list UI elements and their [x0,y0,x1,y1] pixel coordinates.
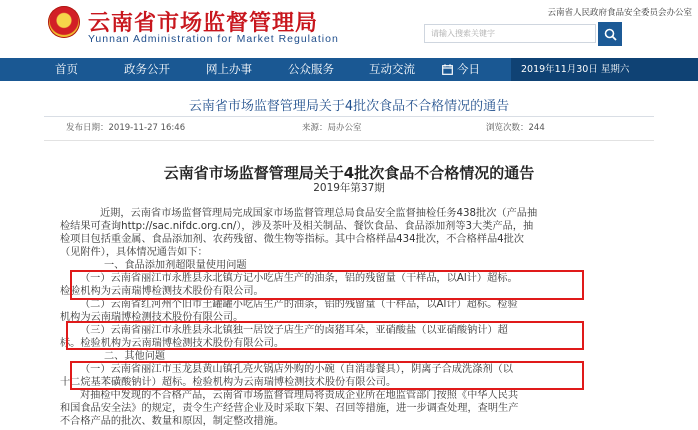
body-line: （一）云南省丽江市永胜县永北镇方记小吃店生产的油条，铝的残留量（干样品，以Al计）超标。 [80,273,518,284]
body-line: 对抽检中发现的不合格产品，云南省市场监督管理局将责成企业所在地监管部门按照《中华人民共 [80,390,519,401]
site-title-en: Yunnan Administration for Market Regulation [88,33,339,45]
today-text: 今日 [457,62,480,76]
nav-item-online-services[interactable]: 网上办事 [206,62,252,76]
body-line: 标。检验机构为云南瑞博检测技术股份有限公司。 [60,338,285,349]
section-heading: 二、其他问题 [104,351,166,362]
food-safety-office-link[interactable]: 云南省人民政府食品安全委员会办公室 [547,8,692,18]
body-line: 检验机构为云南瑞博检测技术股份有限公司。 [60,286,264,297]
publish-date: 发布日期：2019-11-27 16:46 [66,123,186,133]
national-emblem-icon [48,6,80,38]
site-title[interactable]: 云南省市场监督管理局 [88,10,319,36]
body-line: 检结果可查询http://sac.nifdc.org.cn/），涉及茶叶及相关制品、餐饮食品、食品添加剂等3大类产品，抽 [60,221,534,232]
view-count: 浏览次数：244 [486,123,545,133]
body-line: 检项目包括重金属、食品添加剂、农药残留、微生物等指标。其中合格样品434批次，不合格样品4批次 [60,234,524,245]
body-line: 不合格产品的批次、数量和原因，制定整改措施。 [60,416,285,427]
body-line: （二）云南省红河州个旧市土罐罐小吃店生产的油条，铝的残留量（干样品，以Al计）超标。检验 [80,299,518,310]
today-label [442,58,480,81]
meta-divider [44,140,654,141]
highlight-box [66,321,584,350]
search-input[interactable]: 请输入搜索关键字 [424,24,596,43]
search-icon [604,28,617,41]
nav-item-government-affairs[interactable]: 政务公开 [124,62,170,76]
body-line: 和国食品安全法》的规定，责令生产经营企业及时采取下架、召回等措施，进一步调查处理，查明生产 [60,403,519,414]
nav-item-interaction[interactable]: 互动交流 [369,62,415,76]
calendar-icon [442,64,453,75]
article-title: 云南省市场监督管理局关于4批次食品不合格情况的通告 [188,99,510,114]
highlight-box [70,270,584,300]
body-line: （一）云南省丽江市玉龙县黄山镇孔亮火锅店外购的小碗（自消毒餐具），阴离子合成洗涤剂（以 [80,364,513,375]
nav-item-public-services[interactable]: 公众服务 [288,62,334,76]
current-date: 2019年11月30日 星期六 [511,58,698,81]
body-line: 近期，云南省市场监督管理局完成国家市场监督管理总局食品安全监督抽检任务438批次（产品抽 [100,208,538,219]
highlight-box [70,361,584,390]
body-line: 机构为云南瑞博检测技术股份有限公司。 [60,312,244,323]
search-button[interactable] [598,22,622,46]
body-line: （见附件），具体情况通告如下： [60,247,208,258]
nav-item-home[interactable]: 首页 [55,62,78,76]
document-number: 2019年第37期 [313,182,385,194]
site-header [0,0,698,58]
section-heading: 一、食品添加剂超限量使用问题 [104,260,247,271]
title-divider [44,116,654,117]
body-line: （三）云南省丽江市永胜县永北镇独一居饺子店生产的卤猪耳朵，亚硝酸盐（以亚硝酸钠计）超 [80,325,508,336]
document-title: 云南省市场监督管理局关于4批次食品不合格情况的通告 [163,164,535,182]
body-line: 十二烷基苯磺酸钠计）超标。检验机构为云南瑞博检测技术股份有限公司。 [60,377,397,388]
article-source: 来源：局办公室 [302,123,362,133]
